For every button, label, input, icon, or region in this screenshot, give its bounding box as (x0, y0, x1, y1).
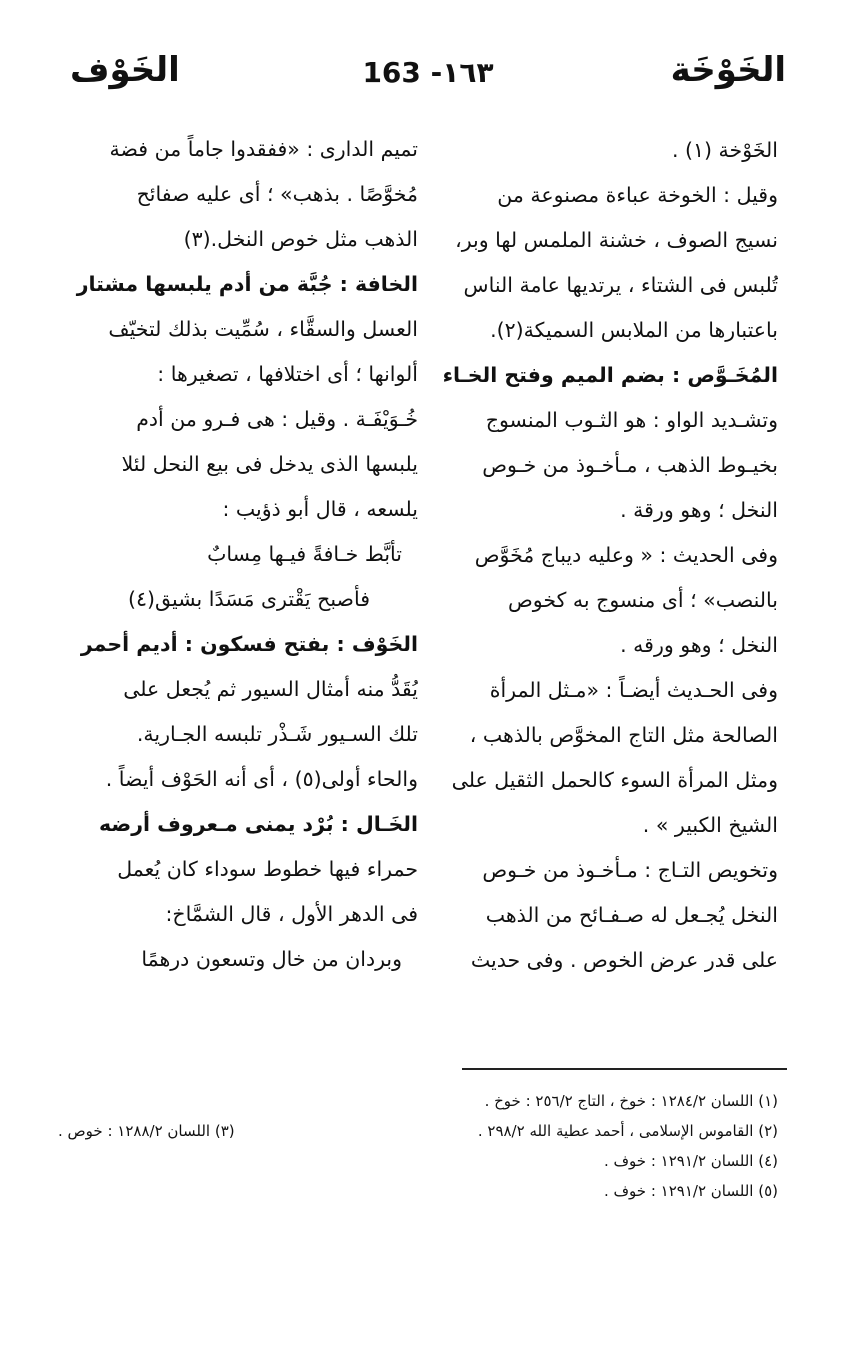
entry-heading-line: الخَـال : بُرْد يمنى مـعروف أرضه (98, 812, 418, 836)
footnote-4: (٤) اللسان ١٢٩١/٢ : خوف . (603, 1152, 778, 1170)
text-line: مُخوَّصًا . بذهب» ؛ أى عليه صفائح (136, 182, 418, 206)
text-line: وتخويص التـاج : مـأخـوذ من خـوص (482, 858, 778, 882)
text-line: حمراء فيها خطوط سوداء كان يُعمل (117, 857, 418, 881)
text-line: وتشـديد الواو : هو الثـوب المنسوج (485, 408, 778, 432)
text-line: ومثل المرأة السوء كالحمل الثقيل على (451, 768, 778, 792)
text-line: تميم الدارى : «ففقدوا جاماً من فضة (109, 137, 418, 161)
text-line: يلبسها الذى يدخل فى بيع النحل لئلا (121, 452, 418, 476)
entry-heading-line: المُخَـوَّص : بضم الميم وفتح الخـاء (442, 363, 778, 387)
footnote-row-2 (58, 1116, 778, 1146)
footnote-divider (462, 1068, 787, 1070)
footnote-3: (٣) اللسان ١٢٨٨/٢ : خوص . (58, 1122, 235, 1140)
verse-line: فأصبح يَقْترى مَسَدًا بشيق(٤) (127, 587, 370, 611)
footnote-5: (٥) اللسان ١٢٩١/٢ : خوف . (603, 1182, 778, 1200)
text-line: وقيل : الخوخة عباءة مصنوعة من (497, 183, 778, 207)
text-line: بالنصب» ؛ أى منسوج به كخوص (507, 588, 778, 612)
header-entry-word-left: الخَوْف (70, 50, 180, 90)
text-line: النخل ؛ وهو ورقة . (620, 498, 778, 522)
text-line: نسيج الصوف ، خشنة الملمس لها وبر، (455, 228, 778, 252)
text-line: الشيخ الكبير » . (642, 813, 778, 837)
text-line: على قدر عرض الخوص . وفى حديث (470, 948, 778, 972)
page-number: 163 -١٦٣ (362, 56, 494, 89)
header-entry-word-right: الخَوْخَة (670, 50, 786, 90)
text-line: يُقَدُّ منه أمثال السيور ثم يُجعل على (123, 677, 418, 701)
footnote-1: (١) اللسان ١٢٨٤/٢ : خوخ ، التاج ٢٥٦/٢ : خوخ . (484, 1092, 778, 1110)
footnotes (58, 1086, 778, 1206)
text-line: الخَوْخة (١) . (672, 138, 778, 162)
entry-heading-line: الخافة : جُبَّة من أدم يلبسها مشتار (76, 272, 418, 296)
page-header (70, 44, 786, 104)
left-column (70, 127, 418, 982)
entry-heading-line: الخَوْف : بفتح فسكون : أديم أحمر (80, 632, 418, 656)
text-line: وفى الحديث : « وعليه ديباج مُخَوَّص (474, 543, 778, 567)
text-line: الصالحة مثل التاج المخوَّص بالذهب ، (469, 723, 778, 747)
text-line: العسل والسقَّاء ، سُمِّيت بذلك لتخيّف (108, 317, 418, 341)
text-line: بخيـوط الذهب ، مـأخـوذ من خـوص (482, 453, 778, 477)
text-line: خُـوَيْفَـة . وقيل : هى فـرو من أدم (136, 407, 418, 431)
verse-line: تأبَّط خـافةً فيـها مِسابٌ (207, 542, 402, 566)
text-line: النخل ؛ وهو ورقه . (620, 633, 778, 657)
text-line: والحاء أولى(٥) ، أى أنه الحَوْف أيضاً . (105, 767, 418, 791)
text-line: باعتبارها من الملابس السميكة(٢). (490, 318, 778, 342)
footnote-2: (٢) القاموس الإسلامى ، أحمد عطية الله ٢٩٨/٢ . (477, 1122, 778, 1140)
text-line: الذهب مثل خوص النخل.(٣) (183, 227, 418, 251)
text-line: وفى الحـديث أيضـاً : «مـثل المرأة (489, 678, 778, 702)
right-column (430, 128, 778, 983)
text-line: فى الدهر الأول ، قال الشمَّاخ: (165, 902, 418, 926)
text-line: تلك السـيور شَـذْر تلبسه الجـارية. (136, 722, 418, 746)
text-line: ألوانها ؛ أى اختلافها ، تصغيرها : (157, 362, 418, 386)
verse-line: وبردان من خال وتسعون درهمًا (141, 947, 402, 971)
text-line: يلسعه ، قال أبو ذؤيب : (222, 497, 418, 521)
text-line: تُلبس فى الشتاء ، يرتديها عامة الناس (463, 273, 778, 297)
text-line: النخل يُجـعل له صـفـائح من الذهب (485, 903, 778, 927)
